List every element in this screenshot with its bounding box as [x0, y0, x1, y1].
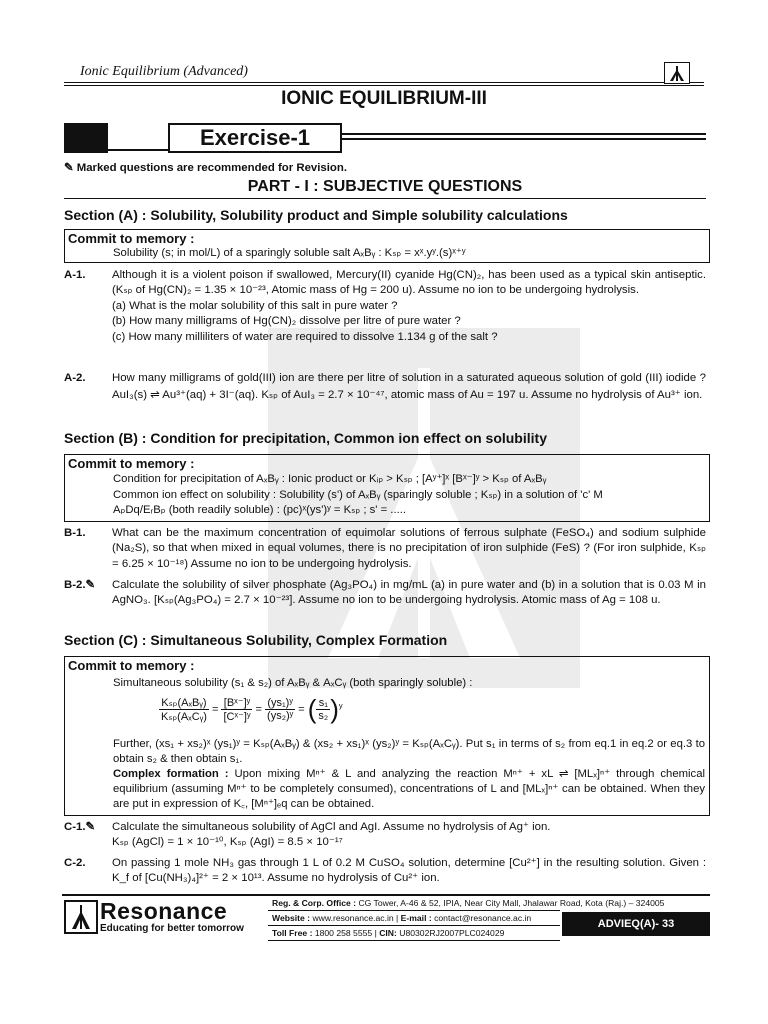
pencil-icon: ✎	[64, 162, 74, 174]
question-text: Calculate the solubility of silver phosphate (Ag₃PO₄) in mg/mL (a) in pure water and (b) in a solution that is 0.03 M in AgNO₃. [Kₛₚ(Ag₃PO₄) = 2.7 × 10⁻²³]. Assume no ion to be undergoing hydrolysis. Atomic mass of Ag = 108 u.	[112, 579, 706, 607]
solubility-ratio-equation: $\frac{\text{Kₛₚ(AₓBᵧ)}}{\text{Kₛₚ(AₓCᵧ)}}$ = $\frac{\text{[Bˣ⁻]ʸ}}{\text{[Cˣ⁻]ʸ}}$ = $\frac{\text{(ys₁)ʸ}}{\text{(ys₂)ʸ}}$ = ( $\frac{\text{s₁}}{\text{s₂}}$ )$^y$	[161, 694, 343, 724]
commit-line: Solubility (s; in mol/L) of a sparingly soluble salt AₓBᵧ : Kₛₚ = xˣ.yʸ.(s)ˣ⁺ʸ	[113, 247, 466, 259]
commit-title: Commit to memory :	[68, 658, 195, 673]
running-title: Ionic Equilibrium (Advanced)	[80, 64, 248, 79]
commit-line: Condition for precipitation of AₓBᵧ : Ionic product or Kᵢₚ > Kₛₚ ; [Aʸ⁺]ˣ [Bˣ⁻]ʸ > Kₛₚ of AₓBᵧ	[113, 473, 547, 485]
commit-line: Further, (xs₁ + xs₂)ˣ (ys₁)ʸ = Kₛₚ(AₓBᵧ) & (xs₂ + xs₁)ˣ (ys₂)ʸ = Kₛₚ(AₓCᵧ). Put s₁ in terms of s₂ from eq.1 in eq.2 or eq.3 to obtain s₂ & then obtain s₁.	[113, 738, 705, 765]
brand-tagline: Educating for better tomorrow	[100, 923, 244, 934]
page-title: IONIC EQUILIBRIUM-III	[281, 88, 487, 109]
resonance-mark-icon	[664, 62, 690, 84]
section-c-title: Section (C) : Simultaneous Solubility, Complex Formation	[64, 632, 448, 648]
commit-box-c	[64, 656, 710, 816]
question-b1	[64, 526, 708, 576]
question-text: On passing 1 mole NH₃ gas through 1 L of 0.2 M CuSO₄ solution, determine [Cu²⁺] in the resulting solution. Given : K_f of [Cu(NH₃)₄]²⁺ = 2 × 10¹³. Assume no hydrolysis of Cu²⁺ ion.	[112, 857, 706, 885]
commit-box-b	[64, 454, 710, 522]
question-number: C-1.✎	[64, 821, 96, 833]
question-c2	[64, 856, 708, 888]
resonance-logo	[62, 898, 262, 938]
brand-name: Resonance	[100, 898, 228, 924]
part-title: PART - I : SUBJECTIVE QUESTIONS	[64, 178, 706, 199]
question-text: Calculate the simultaneous solubility of AgCl and AgI. Assume no hydrolysis of Ag⁺ ion. Kₛₚ (AgCl) = 1 × 10⁻¹⁰, Kₛₚ (AgI) = 8.5 × 10⁻¹⁷	[112, 821, 551, 849]
section-b-title: Section (B) : Condition for precipitation, Common ion effect on solubility	[64, 430, 547, 446]
commit-title: Commit to memory :	[68, 231, 195, 246]
office-address: Reg. & Corp. Office : CG Tower, A-46 & 52, IPIA, Near City Mall, Jhalawar Road, Kota (Raj.) – 324005	[268, 896, 560, 911]
web-email: Website : www.resonance.ac.in | E-mail : contact@resonance.ac.in	[268, 911, 560, 926]
commit-title: Commit to memory :	[68, 456, 195, 471]
question-a1	[64, 268, 708, 364]
pencil-icon: ✎	[85, 579, 96, 591]
commit-line: Simultaneous solubility (s₁ & s₂) of AₓBᵧ & AₓCᵧ (both sparingly soluble) :	[113, 677, 473, 689]
question-number: C-2.	[64, 857, 86, 869]
commit-line: Common ion effect on solubility : Solubility (s') of AₓBᵧ (sparingly soluble ; Kₛₚ) in a solution of 'c' M	[113, 489, 603, 501]
question-text: What can be the maximum concentration of equimolar solutions of ferrous sulphate (FeSO₄) and sodium sulphide (Na₂S), so that when mixed in equal volumes, there is no precipitation of iron sulphide (FeS) ? (For iron sulphide, Kₛₚ = 6.25 × 10⁻¹⁸) Assume no ion to be undergoing hydrolysis.	[112, 527, 706, 570]
question-b2	[64, 578, 708, 626]
tollfree-cin: Toll Free : 1800 258 5555 | CIN: U80302RJ2007PLC024029	[268, 926, 560, 941]
revision-note: ✎ Marked questions are recommended for Revision.	[64, 162, 348, 174]
pencil-icon: ✎	[85, 821, 96, 833]
website-link[interactable]: www.resonance.ac.in	[312, 913, 394, 923]
commit-box-a	[64, 229, 710, 263]
question-a2	[64, 370, 708, 422]
resonance-logo-icon	[64, 900, 98, 934]
question-number: B-1.	[64, 527, 86, 539]
header-rule-2	[64, 85, 704, 86]
email-link[interactable]: contact@resonance.ac.in	[434, 913, 532, 923]
question-text: Although it is a violent poison if swallowed, Mercury(II) cyanide Hg(CN)₂, has been used as a typical skin antiseptic. (Kₛₚ of Hg(CN)₂ = 1.35 × 10⁻²³, Atomic mass of Hg = 200 u). Assume no ion to be undergoing hydrolysis. (a) What is the molar solubility of this salt in pure water ? (b) How many milligrams of Hg(CN)₂ dissolve per litre of pure water ? (c) How many milliliters of water are required to dissolve 1.134 g of the salt ?	[112, 269, 706, 343]
exercise-label: Exercise-1	[168, 123, 342, 153]
question-number: B-2.✎	[64, 579, 96, 591]
header-rule	[64, 82, 704, 83]
question-text: How many milligrams of gold(III) ion are there per litre of solution in a saturated aqueous solution of gold (III) iodide ? AuI₃(s) ⇌ Au³⁺(aq) + 3I⁻(aq). Kₛₚ of AuI₃ = 2.7 × 10⁻⁴⁷, atomic mass of Au = 197 u. Assume no hydrolysis of Au³⁺ ion.	[112, 372, 706, 401]
page-code: ADVIEQ(A)- 33	[562, 912, 710, 936]
section-a-title: Section (A) : Solubility, Solubility product and Simple solubility calculations	[64, 207, 568, 223]
question-number: A-2.	[64, 372, 86, 384]
complex-formation-note: Complex formation : Upon mixing Mⁿ⁺ & L and analyzing the reaction Mⁿ⁺ + xL ⇌ [MLₓ]ⁿ⁺ through chemical equilibrium (assuming Mⁿ⁺ to be completely consumed), concentrations of L and [MLₓ]ⁿ⁺ can be obtained. When they are put in expression of K꜀, [Mⁿ⁺]ₑq can be obtained.	[113, 768, 705, 810]
footer	[62, 894, 710, 940]
exercise-banner	[64, 123, 706, 153]
commit-line: AₚDq/EᵣBₚ (both readily soluble) : (pc)ˣ(ys')ʸ = Kₛₚ ; s' = .....	[113, 504, 407, 516]
question-c1	[64, 820, 708, 852]
question-number: A-1.	[64, 269, 86, 281]
